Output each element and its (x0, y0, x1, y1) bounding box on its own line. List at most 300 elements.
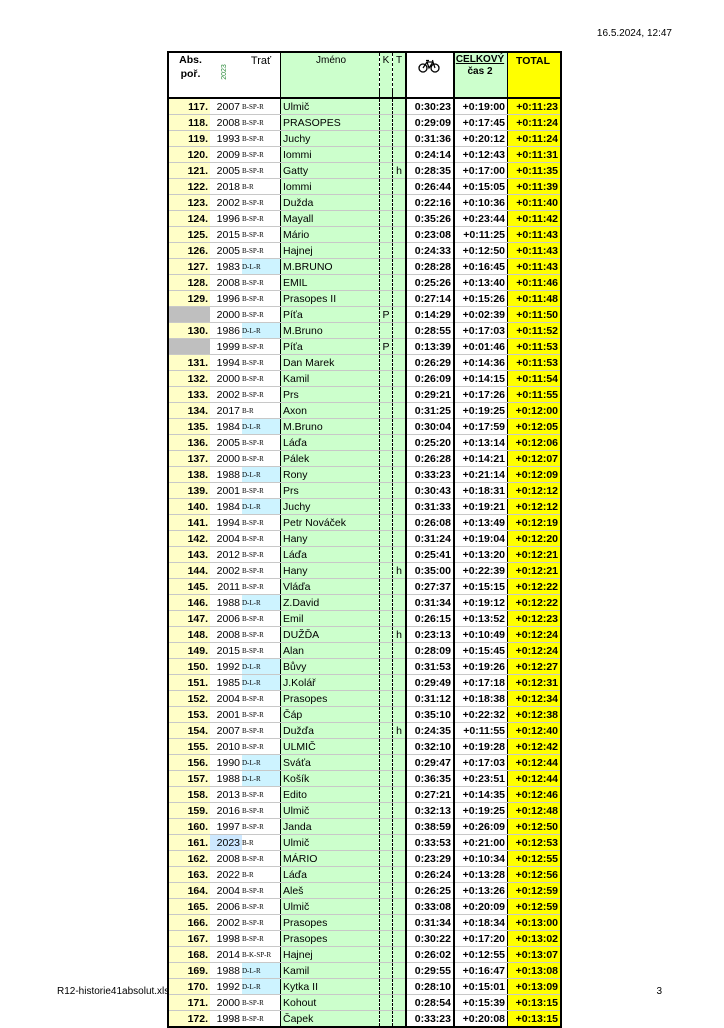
t-cell (393, 115, 407, 131)
year-cell: 2000 (210, 995, 242, 1011)
rank-cell: 119. (168, 131, 210, 147)
name-cell: Kamil (281, 963, 380, 979)
total-cell: +0:11:48 (508, 291, 562, 307)
name-cell: Píťa (281, 307, 380, 323)
table-row (168, 355, 561, 371)
rank-cell: 166. (168, 915, 210, 931)
t-cell (393, 211, 407, 227)
table-row (168, 707, 561, 723)
track-cell: D-L-R (242, 659, 281, 675)
rank-cell: 160. (168, 819, 210, 835)
name-cell: Pálek (281, 451, 380, 467)
name-cell: Kamil (281, 371, 380, 387)
table-row (168, 691, 561, 707)
rank-cell: 122. (168, 179, 210, 195)
table-header (168, 52, 561, 91)
total2-cell: +0:16:47 (454, 963, 508, 979)
total-cell: +0:12:19 (508, 515, 562, 531)
time-cell: 0:26:09 (406, 371, 454, 387)
t-cell (393, 307, 407, 323)
t-cell (393, 419, 407, 435)
total-cell: +0:12:22 (508, 595, 562, 611)
rank-cell: 130. (168, 323, 210, 339)
k-cell (380, 851, 393, 867)
time-cell: 0:23:29 (406, 851, 454, 867)
track-cell: B-K-SP-R (242, 947, 281, 963)
t-cell (393, 819, 407, 835)
table-row (168, 115, 561, 131)
name-cell: M.Bruno (281, 323, 380, 339)
k-cell (380, 499, 393, 515)
header-k: K (380, 52, 393, 91)
rank-cell: 137. (168, 451, 210, 467)
track-cell: D-L-R (242, 595, 281, 611)
table-row (168, 243, 561, 259)
year-cell: 2000 (210, 451, 242, 467)
name-cell: Čapek (281, 1011, 380, 1028)
rank-cell: 133. (168, 387, 210, 403)
total2-cell: +0:23:51 (454, 771, 508, 787)
time-cell: 0:26:24 (406, 867, 454, 883)
total2-cell: +0:17:03 (454, 323, 508, 339)
rank-cell: 123. (168, 195, 210, 211)
track-cell: B-SP-R (242, 435, 281, 451)
name-cell: Ulmič (281, 899, 380, 915)
rank-cell: 167. (168, 931, 210, 947)
table-row (168, 611, 561, 627)
t-cell (393, 931, 407, 947)
table-row (168, 723, 561, 739)
rank-cell: 153. (168, 707, 210, 723)
t-cell (393, 979, 407, 995)
name-cell: J.Kolář (281, 675, 380, 691)
k-cell (380, 883, 393, 899)
time-cell: 0:31:53 (406, 659, 454, 675)
rank-cell: 152. (168, 691, 210, 707)
time-cell: 0:29:21 (406, 387, 454, 403)
k-cell (380, 563, 393, 579)
track-cell: B-SP-R (242, 531, 281, 547)
table-row (168, 195, 561, 211)
total2-cell: +0:14:21 (454, 451, 508, 467)
total2-cell: +0:10:36 (454, 195, 508, 211)
track-cell: B-R (242, 179, 281, 195)
year-cell: 2002 (210, 195, 242, 211)
total2-cell: +0:10:49 (454, 627, 508, 643)
table-row (168, 339, 561, 355)
track-cell: B-SP-R (242, 243, 281, 259)
rank-cell: 132. (168, 371, 210, 387)
year-cell: 2005 (210, 243, 242, 259)
t-cell (393, 707, 407, 723)
k-cell (380, 451, 393, 467)
time-cell: 0:29:49 (406, 675, 454, 691)
table-row (168, 291, 561, 307)
total2-cell: +0:18:34 (454, 915, 508, 931)
k-cell (380, 371, 393, 387)
time-cell: 0:28:09 (406, 643, 454, 659)
time-cell: 0:36:35 (406, 771, 454, 787)
rank-cell: 163. (168, 867, 210, 883)
total-cell: +0:13:07 (508, 947, 562, 963)
total2-cell: +0:01:46 (454, 339, 508, 355)
header-total: TOTAL (508, 52, 562, 91)
total2-cell: +0:12:50 (454, 243, 508, 259)
total-cell: +0:13:09 (508, 979, 562, 995)
total-cell: +0:13:15 (508, 1011, 562, 1028)
time-cell: 0:38:59 (406, 819, 454, 835)
total2-cell: +0:11:55 (454, 723, 508, 739)
t-cell (393, 323, 407, 339)
rank-cell: 125. (168, 227, 210, 243)
track-cell: B-SP-R (242, 131, 281, 147)
k-cell (380, 595, 393, 611)
t-cell (393, 787, 407, 803)
t-cell (393, 963, 407, 979)
total2-cell: +0:18:31 (454, 483, 508, 499)
table-row (168, 739, 561, 755)
track-cell: D-L-R (242, 675, 281, 691)
track-cell: B-SP-R (242, 563, 281, 579)
track-cell: B-SP-R (242, 515, 281, 531)
year-cell: 1994 (210, 355, 242, 371)
total-cell: +0:12:07 (508, 451, 562, 467)
t-cell (393, 771, 407, 787)
t-cell (393, 675, 407, 691)
name-cell: Ulmič (281, 803, 380, 819)
track-cell: D-L-R (242, 419, 281, 435)
total2-cell: +0:19:04 (454, 531, 508, 547)
total-cell: +0:11:42 (508, 211, 562, 227)
track-cell: D-L-R (242, 755, 281, 771)
t-cell: h (393, 723, 407, 739)
total2-cell: +0:17:26 (454, 387, 508, 403)
total2-cell: +0:13:49 (454, 515, 508, 531)
name-cell: M.BRUNO (281, 259, 380, 275)
track-cell: B-SP-R (242, 611, 281, 627)
total-cell: +0:11:39 (508, 179, 562, 195)
table-row (168, 259, 561, 275)
rank-cell: 162. (168, 851, 210, 867)
total-cell: +0:12:09 (508, 467, 562, 483)
k-cell (380, 723, 393, 739)
footer-filename: R12-historie41absolut.xls (57, 986, 170, 997)
total-cell: +0:11:43 (508, 259, 562, 275)
name-cell: Dužda (281, 195, 380, 211)
name-cell: Alan (281, 643, 380, 659)
time-cell: 0:27:14 (406, 291, 454, 307)
rank-cell: 155. (168, 739, 210, 755)
year-cell: 2022 (210, 867, 242, 883)
name-cell: Prs (281, 387, 380, 403)
time-cell: 0:30:23 (406, 98, 454, 115)
header-year-label: 2023 (220, 64, 228, 80)
track-cell: B-SP-R (242, 163, 281, 179)
track-cell: B-SP-R (242, 451, 281, 467)
total-cell: +0:12:42 (508, 739, 562, 755)
total-cell: +0:12:22 (508, 579, 562, 595)
track-cell: B-SP-R (242, 819, 281, 835)
t-cell (393, 611, 407, 627)
t-cell (393, 227, 407, 243)
footer-page-number: 3 (656, 986, 662, 997)
rank-cell: 161. (168, 835, 210, 851)
total-cell: +0:12:38 (508, 707, 562, 723)
rank-cell: 172. (168, 1011, 210, 1028)
total-cell: +0:11:53 (508, 339, 562, 355)
t-cell: h (393, 563, 407, 579)
table-row (168, 595, 561, 611)
total-cell: +0:11:43 (508, 243, 562, 259)
table-row (168, 979, 561, 995)
time-cell: 0:24:14 (406, 147, 454, 163)
name-cell: Láďa (281, 435, 380, 451)
track-cell: B-SP-R (242, 627, 281, 643)
rank-cell: 157. (168, 771, 210, 787)
name-cell: Píťa (281, 339, 380, 355)
name-cell: Láďa (281, 867, 380, 883)
name-cell: Mário (281, 227, 380, 243)
t-cell (393, 883, 407, 899)
k-cell (380, 675, 393, 691)
total-cell: +0:12:59 (508, 899, 562, 915)
time-cell: 0:33:53 (406, 835, 454, 851)
header-time (406, 52, 454, 91)
name-cell: Kytka II (281, 979, 380, 995)
total2-cell: +0:12:55 (454, 947, 508, 963)
total2-cell: +0:15:05 (454, 179, 508, 195)
total2-cell: +0:19:12 (454, 595, 508, 611)
year-cell: 2007 (210, 98, 242, 115)
rank-cell: 129. (168, 291, 210, 307)
k-cell (380, 547, 393, 563)
results-table (167, 51, 562, 1028)
total2-cell: +0:20:12 (454, 131, 508, 147)
time-cell: 0:27:21 (406, 787, 454, 803)
name-cell: Bůvy (281, 659, 380, 675)
k-cell (380, 195, 393, 211)
total2-cell: +0:19:28 (454, 739, 508, 755)
track-cell: B-SP-R (242, 739, 281, 755)
rank-cell: 144. (168, 563, 210, 579)
year-cell: 1999 (210, 339, 242, 355)
track-cell: B-SP-R (242, 1011, 281, 1028)
table-row (168, 867, 561, 883)
track-cell: D-L-R (242, 467, 281, 483)
total2-cell: +0:17:59 (454, 419, 508, 435)
track-cell: B-SP-R (242, 115, 281, 131)
name-cell: Kohout (281, 995, 380, 1011)
track-cell: B-SP-R (242, 931, 281, 947)
table-row (168, 531, 561, 547)
total2-cell: +0:11:25 (454, 227, 508, 243)
rank-cell: 154. (168, 723, 210, 739)
total2-cell: +0:26:09 (454, 819, 508, 835)
time-cell: 0:27:37 (406, 579, 454, 595)
year-cell: 1988 (210, 467, 242, 483)
year-cell: 1998 (210, 931, 242, 947)
year-cell: 2005 (210, 163, 242, 179)
table-row (168, 98, 561, 115)
rank-cell: 171. (168, 995, 210, 1011)
t-cell (393, 915, 407, 931)
year-cell: 2008 (210, 627, 242, 643)
total-cell: +0:12:00 (508, 403, 562, 419)
name-cell: Gatty (281, 163, 380, 179)
time-cell: 0:26:02 (406, 947, 454, 963)
year-cell: 1988 (210, 963, 242, 979)
table-row (168, 211, 561, 227)
total-cell: +0:12:53 (508, 835, 562, 851)
total-cell: +0:12:12 (508, 483, 562, 499)
year-cell: 2000 (210, 307, 242, 323)
time-cell: 0:32:13 (406, 803, 454, 819)
header-name: Jméno (281, 52, 380, 91)
name-cell: Ulmič (281, 835, 380, 851)
total2-cell: +0:21:14 (454, 467, 508, 483)
total2-cell: +0:22:32 (454, 707, 508, 723)
year-cell: 2013 (210, 787, 242, 803)
t-cell (393, 515, 407, 531)
print-timestamp: 16.5.2024, 12:47 (596, 28, 672, 39)
track-cell: B-SP-R (242, 227, 281, 243)
t-cell (393, 499, 407, 515)
name-cell: Ulmič (281, 98, 380, 115)
track-cell: B-R (242, 867, 281, 883)
name-cell: EMIL (281, 275, 380, 291)
time-cell: 0:35:00 (406, 563, 454, 579)
table-row (168, 931, 561, 947)
track-cell: B-SP-R (242, 307, 281, 323)
table-row (168, 579, 561, 595)
table-row (168, 307, 561, 323)
total-cell: +0:12:44 (508, 771, 562, 787)
track-cell: B-SP-R (242, 547, 281, 563)
name-cell: Iommi (281, 147, 380, 163)
year-cell: 1986 (210, 323, 242, 339)
track-cell: D-L-R (242, 259, 281, 275)
time-cell: 0:26:08 (406, 515, 454, 531)
k-cell (380, 259, 393, 275)
total2-cell: +0:21:00 (454, 835, 508, 851)
total-cell: +0:11:55 (508, 387, 562, 403)
year-cell: 2012 (210, 547, 242, 563)
total2-cell: +0:19:26 (454, 659, 508, 675)
k-cell (380, 771, 393, 787)
total2-cell: +0:02:39 (454, 307, 508, 323)
k-cell (380, 387, 393, 403)
k-cell (380, 531, 393, 547)
k-cell (380, 1011, 393, 1028)
time-cell: 0:29:09 (406, 115, 454, 131)
track-cell: B-SP-R (242, 579, 281, 595)
total2-cell: +0:15:15 (454, 579, 508, 595)
t-cell (393, 483, 407, 499)
name-cell: Hany (281, 531, 380, 547)
total2-cell: +0:19:25 (454, 403, 508, 419)
year-cell: 2006 (210, 611, 242, 627)
table-row (168, 179, 561, 195)
track-cell: D-L-R (242, 323, 281, 339)
time-cell: 0:28:55 (406, 323, 454, 339)
total-cell: +0:12:24 (508, 627, 562, 643)
k-cell (380, 98, 393, 115)
k-cell (380, 435, 393, 451)
k-cell (380, 227, 393, 243)
track-cell: B-SP-R (242, 851, 281, 867)
k-cell (380, 579, 393, 595)
total2-cell: +0:17:45 (454, 115, 508, 131)
t-cell (393, 339, 407, 355)
rank-cell: 118. (168, 115, 210, 131)
k-cell (380, 787, 393, 803)
rank-cell: 142. (168, 531, 210, 547)
t-cell (393, 835, 407, 851)
track-cell: B-SP-R (242, 707, 281, 723)
total-cell: +0:11:50 (508, 307, 562, 323)
t-cell (393, 275, 407, 291)
year-cell: 2008 (210, 275, 242, 291)
year-cell: 1984 (210, 499, 242, 515)
year-cell: 1988 (210, 595, 242, 611)
name-cell: Prasopes (281, 915, 380, 931)
k-cell (380, 419, 393, 435)
total-cell: +0:13:02 (508, 931, 562, 947)
rank-cell: 164. (168, 883, 210, 899)
total-cell: +0:13:08 (508, 963, 562, 979)
total2-cell: +0:15:39 (454, 995, 508, 1011)
t-cell (393, 355, 407, 371)
rank-cell: 135. (168, 419, 210, 435)
total2-cell: +0:16:45 (454, 259, 508, 275)
rank-cell: 143. (168, 547, 210, 563)
track-cell: B-R (242, 403, 281, 419)
table-row (168, 227, 561, 243)
name-cell: Sváťa (281, 755, 380, 771)
total-cell: +0:12:05 (508, 419, 562, 435)
year-cell: 1990 (210, 755, 242, 771)
year-cell: 2001 (210, 707, 242, 723)
name-cell: Janda (281, 819, 380, 835)
track-cell: B-SP-R (242, 643, 281, 659)
year-cell: 1996 (210, 291, 242, 307)
table-row (168, 563, 561, 579)
time-cell: 0:30:04 (406, 419, 454, 435)
table-row (168, 899, 561, 915)
total2-cell: +0:15:45 (454, 643, 508, 659)
k-cell (380, 163, 393, 179)
total-cell: +0:12:31 (508, 675, 562, 691)
total2-cell: +0:19:00 (454, 98, 508, 115)
k-cell (380, 323, 393, 339)
bicycle-icon (407, 59, 451, 77)
table-row (168, 819, 561, 835)
table-row (168, 947, 561, 963)
t-cell (393, 867, 407, 883)
rank-cell: 138. (168, 467, 210, 483)
rank-cell: 159. (168, 803, 210, 819)
total2-cell: +0:17:03 (454, 755, 508, 771)
track-cell: B-SP-R (242, 787, 281, 803)
name-cell: Prasopes (281, 931, 380, 947)
total-cell: +0:11:52 (508, 323, 562, 339)
k-cell (380, 691, 393, 707)
header-rank: Abs. poř. (168, 52, 210, 91)
total-cell: +0:12:06 (508, 435, 562, 451)
table-row (168, 803, 561, 819)
k-cell (380, 243, 393, 259)
year-cell: 1996 (210, 211, 242, 227)
